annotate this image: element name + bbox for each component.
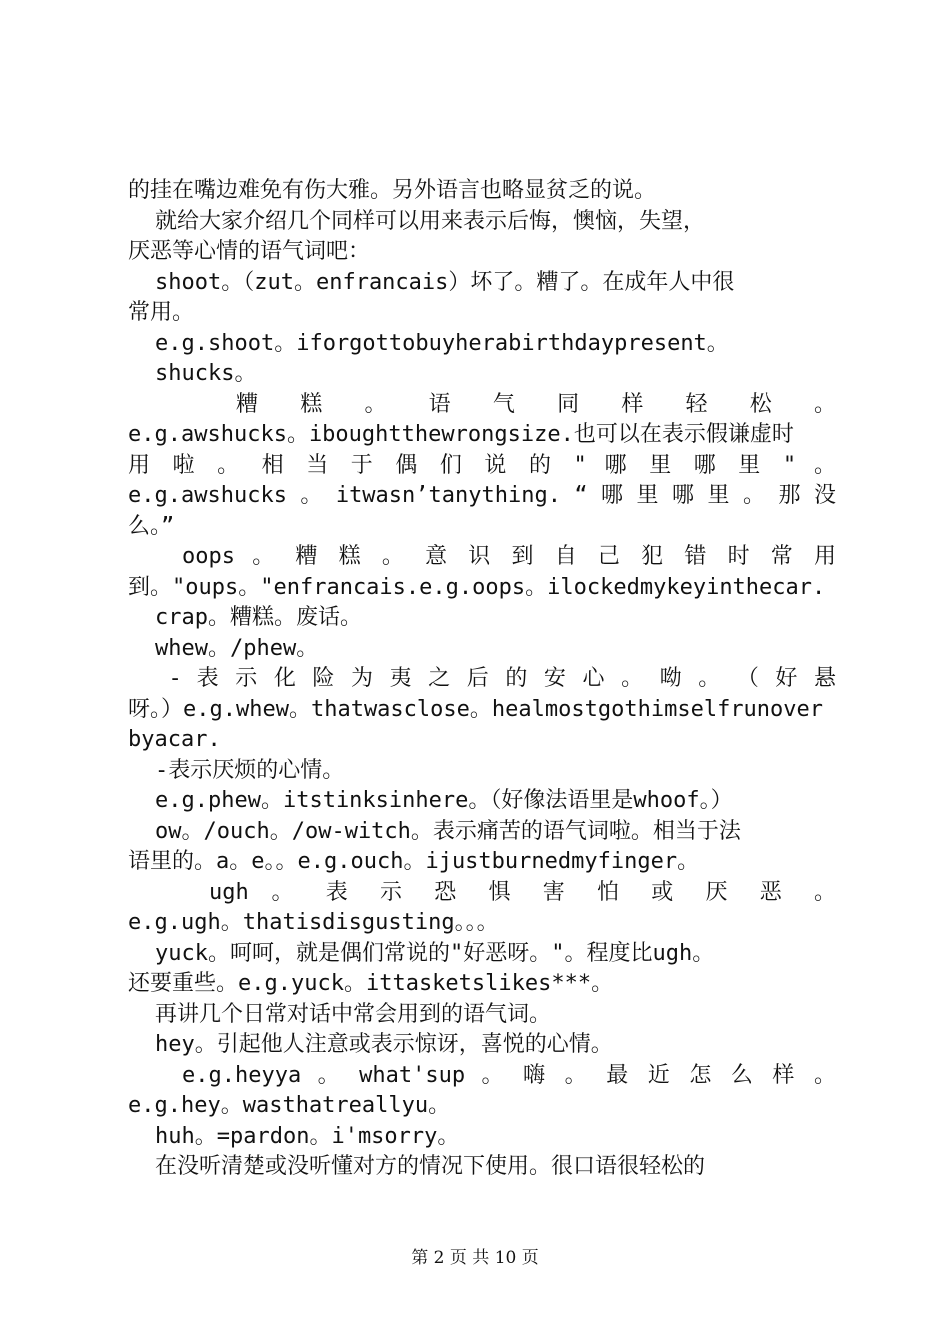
- text-line: e.g.awshucks。iboughtthewrongsize.也可以在表示假谦虚时: [128, 422, 794, 447]
- text-line: whew。/phew。: [155, 635, 319, 661]
- text-line: 呀。）e.g.whew。thatwasclose。healmostgothimselfrunover: [128, 696, 824, 722]
- text-line: e.g.shoot。iforgottobuyherabirthdaypresent。: [155, 330, 729, 356]
- text-line: 厌恶等心情的语气词吧：: [128, 239, 371, 264]
- text-line: 语里的。a。e。。e.g.ouch。ijustburnedmyfinger。: [128, 849, 700, 874]
- text-line: e.g.ugh。thatisdisgusting。。。: [128, 910, 499, 935]
- text-line: ugh 。 表 示 恐 惧 害 怕 或 厌 恶 。: [209, 879, 836, 905]
- text-line: - 表 示 化 险 为 夷 之 后 的 安 心 。 呦 。 （ 好 悬: [168, 666, 836, 691]
- text-line: 再讲几个日常对话中常会用到的语气词。: [155, 1001, 552, 1027]
- text-line: shoot。（zut。enfrancais）坏了。糟了。在成年人中很: [155, 269, 735, 295]
- text-line: e.g.heyya 。 what'sup 。 嗨 。 最 近 怎 么 样 。: [182, 1062, 836, 1088]
- text-line: byacar.: [128, 727, 221, 752]
- text-line: ow。/ouch。/ow-witch。表示痛苦的语气词啦。相当于法: [155, 818, 741, 844]
- text-line: shucks。: [155, 361, 257, 386]
- text-line: 还要重些。e.g.yuck。ittasketslikes***。: [128, 971, 614, 996]
- text-line: 么。”: [128, 513, 175, 539]
- text-line: crap。糟糕。废话。: [155, 605, 362, 630]
- text-line: 到。"oups。"enfrancais.e.g.oops。ilockedmykeyinthecar.: [128, 574, 826, 600]
- page-number-footer: 第 2 页 共 10 页: [411, 1248, 539, 1268]
- text-line: oops 。 糟 糕 。 意 识 到 自 己 犯 错 时 常 用: [182, 544, 836, 569]
- document-body: [128, 176, 836, 1183]
- text-line: e.g.phew。itstinksinhere。（好像法语里是whoof。）: [155, 788, 733, 813]
- text-line: 常用。: [128, 300, 195, 325]
- text-line: yuck。呵呵，就是偶们常说的"好恶呀。"。程度比ugh。: [155, 940, 715, 966]
- text-line: e.g.awshucks 。 itwasn’tanything. “ 哪 里 哪 里 。 那 没: [128, 483, 836, 508]
- text-line: -表示厌烦的心情。: [155, 757, 345, 783]
- text-line: hey。引起他人注意或表示惊讶，喜悦的心情。: [155, 1032, 613, 1057]
- text-line: huh。=pardon。i'msorry。: [155, 1123, 460, 1149]
- text-line: 糟 糕 。 语 气 同 样 轻 松 。: [236, 391, 836, 417]
- text-line: 在没听清楚或没听懂对方的情况下使用。很口语很轻松的: [155, 1154, 706, 1179]
- text-line: 的挂在嘴边难免有伤大雅。另外语言也略显贫乏的说。: [128, 178, 657, 203]
- text-line: e.g.hey。wasthatreallyu。: [128, 1093, 451, 1118]
- text-line: 用 啦 。 相 当 于 偶 们 说 的 " 哪 里 哪 里 " 。: [128, 452, 836, 478]
- text-line: 就给大家介绍几个同样可以用来表示后悔，懊恼，失望，: [155, 208, 706, 234]
